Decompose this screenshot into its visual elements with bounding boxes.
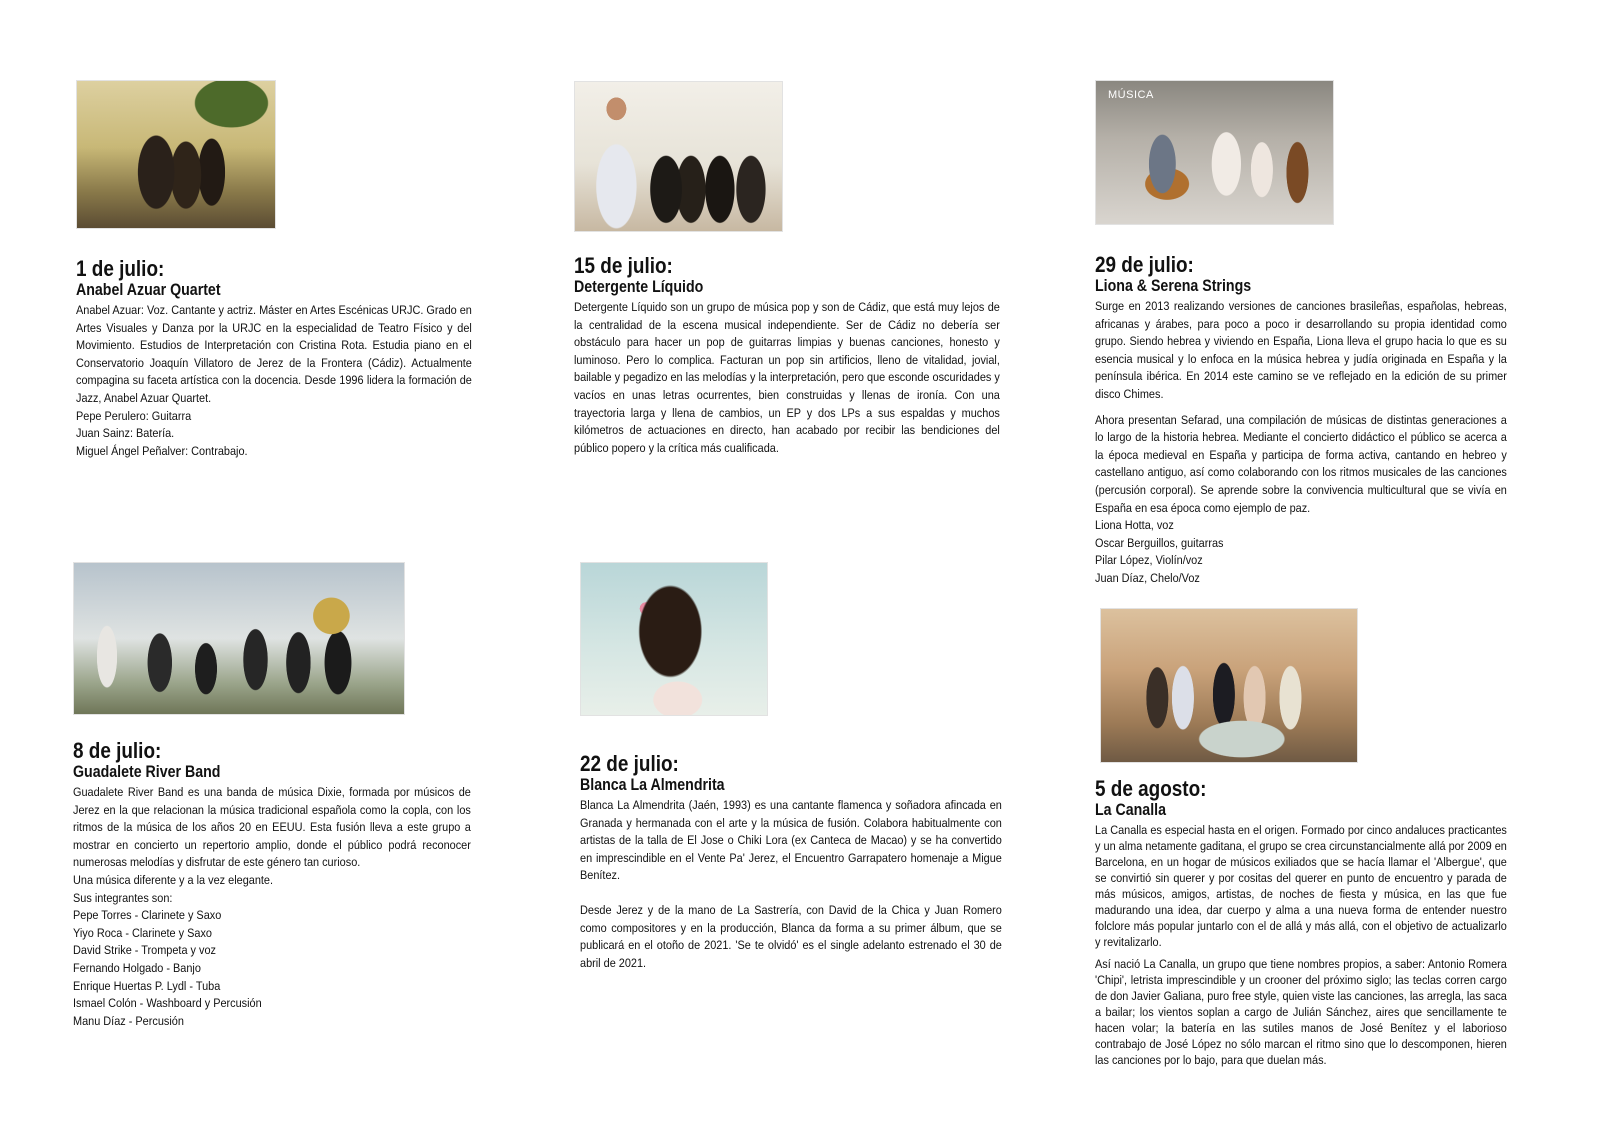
event-description bbox=[73, 784, 471, 1030]
member-line: Fernando Holgado - Banjo bbox=[73, 960, 201, 975]
member-line: Pepe Torres - Clarinete y Saxo bbox=[73, 908, 222, 923]
member-line: Pilar López, Violín/voz bbox=[1095, 553, 1203, 568]
member-line: Manu Díaz - Percusión bbox=[73, 1013, 184, 1028]
event-date: 8 de julio: bbox=[73, 738, 162, 763]
description-paragraph: Ahora presentan Sefarad, una compilación de músicas de distintas generaciones a lo largo de la historia hebrea. Mediante el concierto didáctico el público se acerca a la época medieval en España y participa de forma activa, cantando en hebreo y castellano antiguo, así como colaborando con los ritmos musicales de las canciones (percusión corporal). Se aprende sobre la convivencia multicultural que se vivía en España en esa época como ejemplo de paz. bbox=[1095, 412, 1507, 515]
photo-caption: MÚSICA bbox=[1108, 89, 1154, 101]
event-date: 15 de julio: bbox=[574, 253, 673, 278]
event-description bbox=[580, 797, 1002, 972]
event-canalla bbox=[1095, 608, 1507, 1068]
member-line: David Strike - Trompeta y voz bbox=[73, 943, 217, 958]
band-name: Guadalete River Band bbox=[73, 763, 221, 781]
band-name: Anabel Azuar Quartet bbox=[76, 281, 221, 299]
band-name: Blanca La Almendrita bbox=[580, 776, 725, 794]
description-paragraph: Anabel Azuar: Voz. Cantante y actriz. Máster en Artes Escénicas URJC. Grado en Artes Visuales y Danza por la URJC en la especialidad de Teatro Físico y del Movimiento. Estudios de Interpretación con Cristina Rota. Estudia piano en el Conservatorio Joaquín Villatoro de Jerez de la Frontera (Cádiz). Actualmente compagina su faceta artística con la docencia. Desde 1996 lidera la formación de Jazz, Anabel Azuar Quartet. bbox=[76, 303, 472, 405]
band-photo bbox=[73, 562, 405, 715]
band-photo bbox=[1100, 608, 1358, 763]
event-liona bbox=[1095, 80, 1507, 588]
member-line: Liona Hotta, voz bbox=[1095, 518, 1174, 533]
description-paragraph: Detergente Líquido son un grupo de música pop y son de Cádiz, que está muy lejos de la centralidad de la escena musical independiente. Ser de Cádiz no debería ser obstáculo para hacer un pop de guitarras limpias y buenas canciones, honesto y luminoso. Pero lo complica. Facturan un pop sin artificios, lleno de vitalidad, jovial, bailable y pegadizo en las melodías y la interpretación, pero que esconde oscuridades y vacíos en unas letras ocurrentes, bien construidas y llenas de ironía. Con una trayectoria larga y llena de cambios, un EP y dos LPs a sus espaldas y muchos kilómetros de actuaciones en directo, han acabado por recibir las bendiciones del público popero y la crítica más cualificada. bbox=[574, 300, 1000, 455]
event-description bbox=[1095, 822, 1507, 1068]
event-description bbox=[574, 299, 1000, 457]
band-name: La Canalla bbox=[1095, 801, 1166, 819]
event-anabel bbox=[76, 80, 472, 460]
member-line: Yiyo Roca - Clarinete y Saxo bbox=[73, 925, 212, 940]
member-line: Juan Díaz, Chelo/Voz bbox=[1095, 570, 1200, 585]
event-date: 29 de julio: bbox=[1095, 252, 1194, 277]
event-detergente bbox=[574, 81, 1000, 457]
band-name: Detergente Líquido bbox=[574, 278, 704, 296]
event-date: 22 de julio: bbox=[580, 751, 679, 776]
band-photo bbox=[574, 81, 783, 232]
event-blanca bbox=[580, 562, 1002, 972]
band-name: Liona & Serena Strings bbox=[1095, 277, 1252, 295]
event-date: 1 de julio: bbox=[76, 256, 165, 281]
event-description bbox=[76, 302, 472, 460]
band-photo bbox=[1095, 80, 1334, 225]
description-paragraph: Blanca La Almendrita (Jaén, 1993) es una cantante flamenca y soñadora afincada en Granada y hermanada con el arte y la música de fusión. Colabora habitualmente con artistas de la talla de El Jose o Chiki Lora (ex Canteca de Macao) y se ha convertido en imprescindible en el Vente Pa' Jerez, el Encuentro Garrapatero homenaje a Migue Benítez. bbox=[580, 798, 1002, 883]
band-photo bbox=[76, 80, 276, 229]
member-line: Ismael Colón - Washboard y Percusión bbox=[73, 996, 262, 1011]
band-photo bbox=[580, 562, 768, 716]
description-paragraph: Surge en 2013 realizando versiones de canciones brasileñas, españolas, hebreas, africanas y árabes, para poco a poco ir desarrollando su propia identidad como grupo. Siendo hebrea y viviendo en España, Liona lleva el grupo hacia lo que es su esencia musical y lo enfoca en la música hebrea y judía originada en España y la península ibérica. En 2014 este camino se ve reflejado en la edición de su primer disco Chimes. bbox=[1095, 299, 1507, 401]
member-line: Enrique Huertas P. Lydl - Tuba bbox=[73, 978, 221, 993]
description-paragraph: Guadalete River Band es una banda de música Dixie, formada por músicos de Jerez en la que relacionan la música tradicional española como la copla, con los ritmos de la música de los años 20 en EEUU. Esta fusión lleva a este grupo a mostrar en concierto un repertorio amplio, donde el público podrá reconocer numerosas melodías y disfrutar de este género tan curioso. bbox=[73, 785, 471, 870]
description-paragraph: Así nació La Canalla, un grupo que tiene nombres propios, a saber: Antonio Romera 'Chipi', letrista imprescindible y un crooner del próximo siglo; las teclas corren cargo de don Javier Galiana, puro free style, quien viste las canciones, las arregla, las saca a bailar; los vientos soplan a cargo de Julián Sánchez, aires que sencillamente te hacen volar; la batería en las sutiles manos de José Benítez y el laborioso contrabajo de José López no sólo marcan el ritmo sino que lo descomponen, hieren las canciones por lo bajo, para que duelan más. bbox=[1095, 957, 1507, 1067]
event-guadalete bbox=[73, 562, 471, 1030]
description-paragraph: La Canalla es especial hasta en el origen. Formado por cinco andaluces practicantes y un alma netamente gaditana, el grupo se crea circunstancialmente allá por 2009 en Barcelona, en un hogar de músicos exiliados que se hacía llamar el 'Albergue', que se convirtió sin querer y por cositas del querer en punto de encuentro y parada de más músicos, amigos, artistas, de noches de fiesta y música, en las que fue madurando una idea, dar cuerpo y alma a una nueva forma de entender nuestro folclore más popular juntarlo con el de allá y más allá, con el objetivo de actualizarlo y revitalizarlo. bbox=[1095, 823, 1507, 949]
event-date: 5 de agosto: bbox=[1095, 776, 1207, 801]
member-line: Juan Sainz: Batería. bbox=[76, 426, 175, 441]
event-description bbox=[1095, 298, 1507, 588]
member-line: Una música diferente y a la vez elegante. bbox=[73, 872, 274, 887]
member-line: Pepe Perulero: Guitarra bbox=[76, 408, 192, 423]
description-paragraph: Desde Jerez y de la mano de La Sastrería, con David de la Chica y Juan Romero como compositores y en la producción, Blanca da forma a su primer álbum, que se publicará en el otoño de 2021. 'Se te olvidó' es el single adelanto estrenado el 30 de abril de 2021. bbox=[580, 902, 1002, 970]
member-line: Sus integrantes son: bbox=[73, 890, 173, 905]
member-line: Oscar Berguillos, guitarras bbox=[1095, 535, 1224, 550]
member-line: Miguel Ángel Peñalver: Contrabajo. bbox=[76, 443, 248, 458]
